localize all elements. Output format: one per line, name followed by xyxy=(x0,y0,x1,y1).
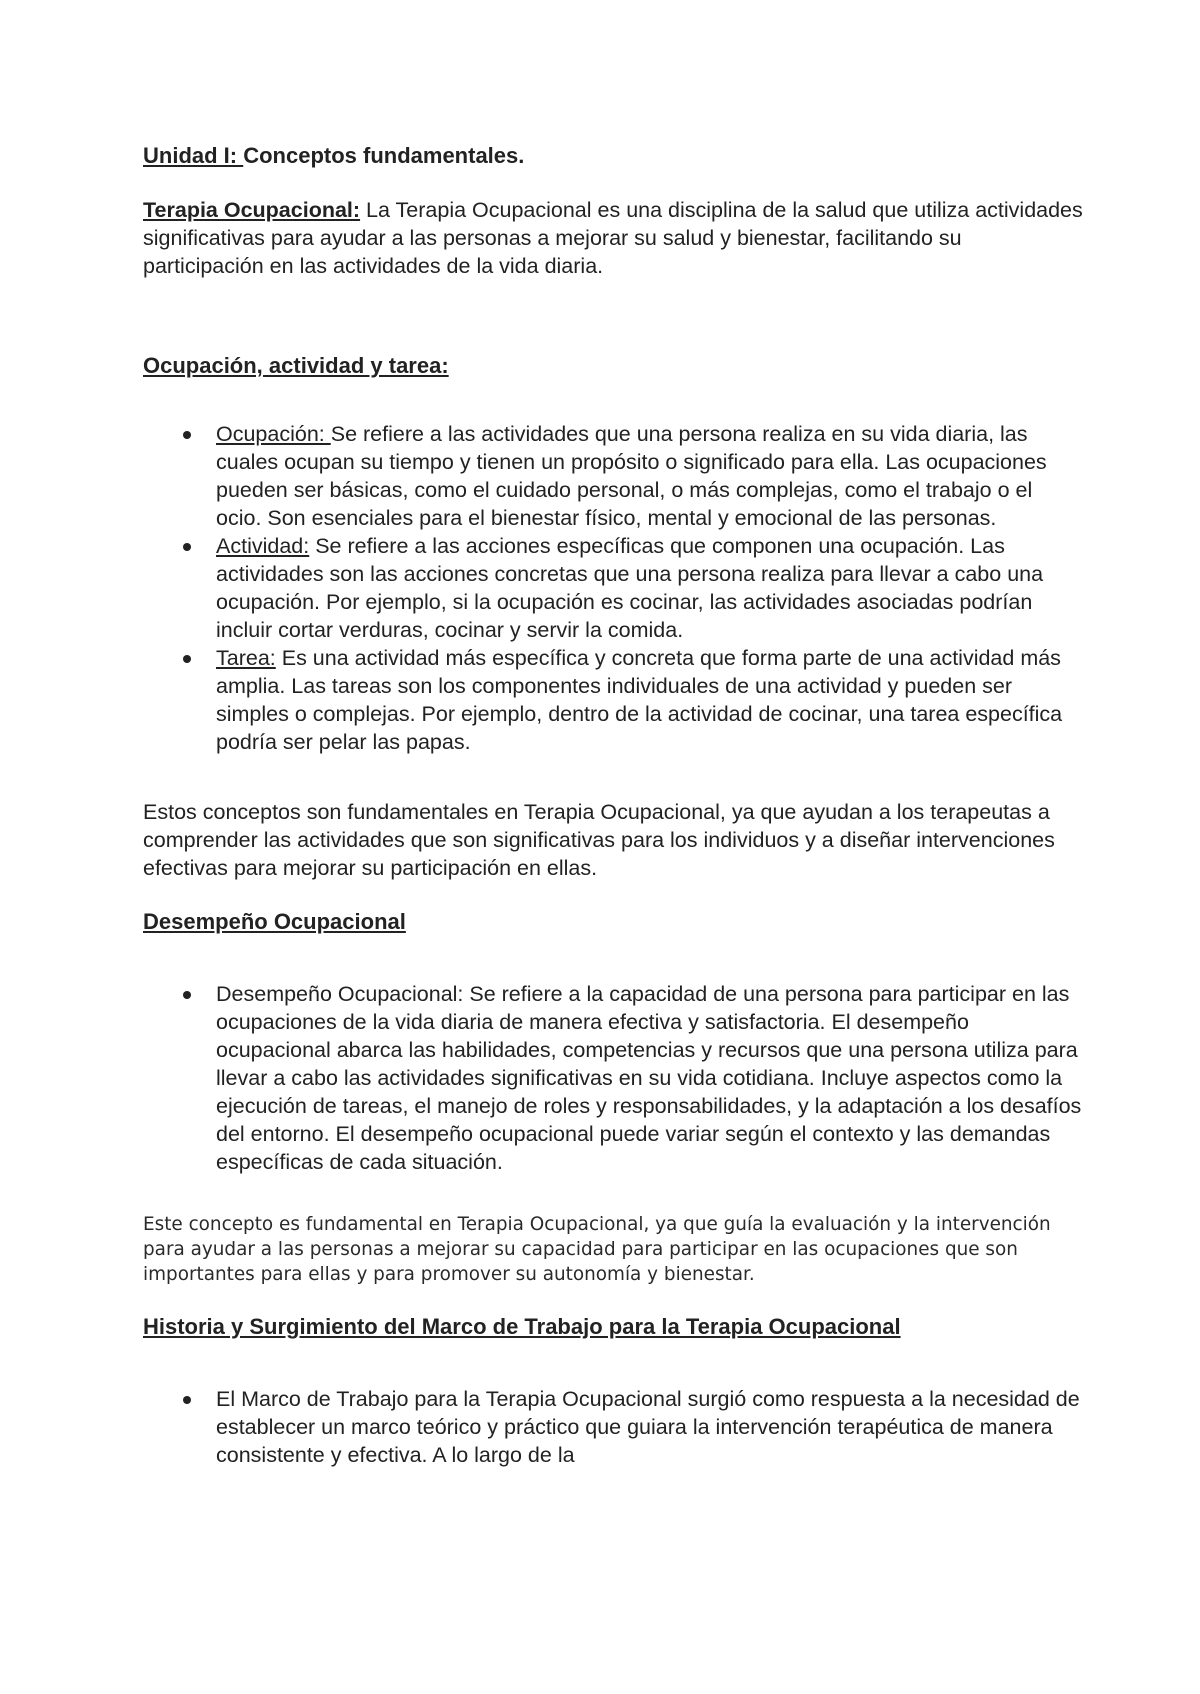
list-item-actividad xyxy=(143,532,1083,644)
terapia-term: Terapia Ocupacional: xyxy=(143,198,361,222)
bullet-icon xyxy=(183,1396,191,1404)
item-term: Tarea: xyxy=(216,646,276,670)
bullet-icon xyxy=(183,431,191,439)
unit-title-prefix: Unidad I: xyxy=(143,143,244,168)
oat-closing: Estos conceptos son fundamentales en Terapia Ocupacional, ya que ayudan a los terapeutas a comprender las actividades que son significativas para los individuos y a diseñar intervenciones efectivas para mejorar su participación en ellas. xyxy=(143,800,1055,880)
terapia-text: La Terapia Ocupacional es una disciplina de la salud que utiliza actividades significativas para ayudar a las personas a mejorar su salud y bienestar, facilitando su participación en las actividades de la vida diaria. xyxy=(143,198,1083,278)
item-text: El Marco de Trabajo para la Terapia Ocupacional surgió como respuesta a la necesidad de establecer un marco teórico y práctico que guiara la intervención terapéutica de manera consistente y efectiva. A lo largo de la xyxy=(216,1387,1080,1467)
item-text: Es una actividad más específica y concreta que forma parte de una actividad más amplia. Las tareas son los componentes individuales de una actividad y pueden ser simples o complejas. Por ejemplo, dentro de la actividad de cocinar, una tarea específica podría ser pelar las papas. xyxy=(216,646,1063,754)
oat-list xyxy=(143,420,1083,756)
bullet-icon xyxy=(183,991,191,999)
historia-list xyxy=(143,1385,1083,1469)
item-text: Desempeño Ocupacional: Se refiere a la capacidad de una persona para participar en las ocupaciones de la vida diaria de manera efectiva y satisfactoria. El desempeño ocupacional abarca las habilidades, competencias y recursos que una persona utiliza para llevar a cabo las actividades significativas en su vida cotidiana. Incluye aspectos como la ejecución de tareas, el manejo de roles y responsabilidades, y la adaptación a los desafíos del entorno. El desempeño ocupacional puede variar según el contexto y las demandas específicas de cada situación. xyxy=(216,982,1082,1174)
bullet-icon xyxy=(183,543,191,551)
item-term: Ocupación: xyxy=(216,422,331,446)
section-historia-heading: Historia y Surgimiento del Marco de Trabajo para la Terapia Ocupacional xyxy=(143,1314,901,1339)
item-term: Actividad: xyxy=(216,534,310,558)
unit-title xyxy=(143,142,1083,170)
desempeno-closing: Este concepto es fundamental en Terapia Ocupacional, ya que guía la evaluación y la intervención para ayudar a las personas a mejorar su capacidad para participar en las ocupaciones que son importantes para ellas y para promover su autonomía y bienestar. xyxy=(143,1214,1051,1285)
terapia-definition xyxy=(143,196,1083,280)
desempeno-list xyxy=(143,980,1083,1176)
document-page xyxy=(143,142,1083,1469)
unit-title-text: Conceptos fundamentales. xyxy=(243,143,525,168)
section-oat-heading: Ocupación, actividad y tarea: xyxy=(143,353,449,378)
bullet-icon xyxy=(183,655,191,663)
item-text: Se refiere a las actividades que una persona realiza en su vida diaria, las cuales ocupan su tiempo y tienen un propósito o significado para ella. Las ocupaciones pueden ser básicas, como el cuidado personal, o más complejas, como el trabajo o el ocio. Son esenciales para el bienestar físico, mental y emocional de las personas. xyxy=(216,422,1047,530)
list-item-ocupacion xyxy=(143,420,1083,532)
list-item-desempeno xyxy=(143,980,1083,1176)
list-item-historia xyxy=(143,1385,1083,1469)
list-item-tarea xyxy=(143,644,1083,756)
item-text: Se refiere a las acciones específicas que componen una ocupación. Las actividades son las acciones concretas que una persona realiza para llevar a cabo una ocupación. Por ejemplo, si la ocupación es cocinar, las actividades asociadas podrían incluir cortar verduras, cocinar y servir la comida. xyxy=(216,534,1044,642)
section-desempeno-heading: Desempeño Ocupacional xyxy=(143,909,406,934)
